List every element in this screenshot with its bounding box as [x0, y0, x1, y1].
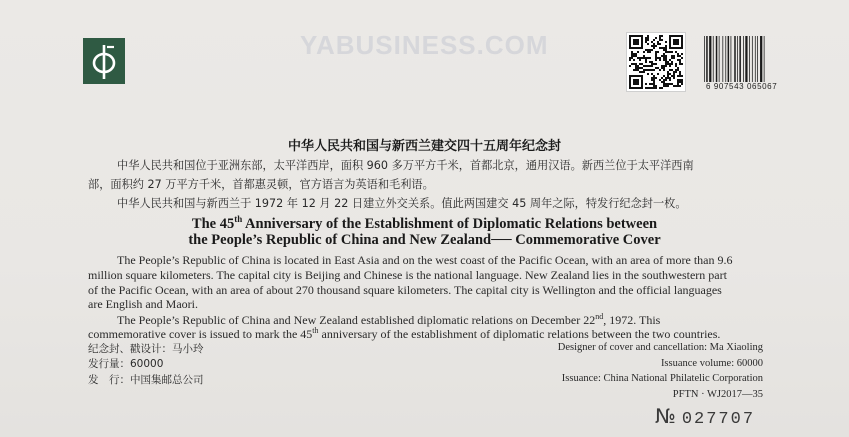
chinese-paragraph-line: 部，面积约 27 万平方千米，首都惠灵顿，官方语言为英语和毛利语。	[88, 178, 434, 191]
english-paragraph-line	[88, 326, 720, 342]
english-paragraph-line: of the Pacific Ocean, with an area of about 270 thousand square kilometers. The capital city is Wellington and the official languages	[88, 283, 722, 297]
paragraph-text: commemorative cover is issued to mark the 45	[88, 327, 313, 341]
paragraph-text: anniversary of the establishment of diplomatic relations between the two countries.	[318, 327, 721, 341]
english-credit-issuer: Issuance: China National Philatelic Corporation	[561, 373, 763, 384]
serial-number	[655, 404, 755, 429]
chinese-paragraph-line: 中华人民共和国与新西兰于 1972 年 12 月 22 日建立外交关系。值此两国建交 45 周年之际，特发行纪念封一枚。	[117, 197, 687, 210]
ordinal-suffix: nd	[595, 312, 604, 321]
english-title-line-1	[0, 214, 849, 233]
phi-5-logo-icon	[83, 38, 125, 84]
pftn-code: PFTN · WJ2017—35	[672, 389, 763, 400]
paragraph-text: The People’s Republic of China and New Zealand established diplomatic relations on December 22	[117, 313, 596, 327]
title-text: Anniversary of the Establishment of Diplomatic Relations between	[242, 215, 658, 232]
barcode-number: 6 907543 065067	[706, 82, 778, 91]
barcode-icon	[703, 36, 771, 82]
chinese-credit-issuer: 发 行：中国集邮总公司	[88, 374, 204, 386]
english-paragraph-line: The People’s Republic of China is located in East Asia and on the west coast of the Pacific Ocean, with an area of more than 9.6	[117, 253, 733, 267]
watermark-text: YABUSINESS.COM	[300, 30, 549, 60]
ordinal-suffix: th	[312, 326, 319, 335]
title-ordinal-suffix: th	[234, 214, 243, 224]
qr-code-icon	[626, 32, 686, 92]
paragraph-text: , 1972. This	[603, 313, 661, 327]
numero-symbol: №	[655, 404, 676, 428]
english-paragraph-line: are English and Maori.	[88, 297, 198, 311]
chinese-credit-designer: 纪念封、戳设计：马小玲	[88, 343, 204, 355]
chinese-paragraph-line: 中华人民共和国位于亚洲东部，太平洋西岸，面积 960 多万平方千米，首都北京，通用汉语。新西兰位于太平洋西南	[117, 159, 694, 172]
title-text: The 45	[191, 215, 235, 232]
chinese-credit-volume: 发行量：60000	[88, 358, 164, 370]
english-credit-designer: Designer of cover and cancellation: Ma Xiaoling	[557, 342, 763, 353]
english-title-line-2: the People’s Republic of China and New Zealand── Commemorative Cover	[188, 232, 661, 248]
english-credit-volume: Issuance volume: 60000	[660, 358, 763, 369]
chinese-title: 中华人民共和国与新西兰建交四十五周年纪念封	[287, 139, 561, 154]
serial-number-value: 027707	[681, 410, 756, 429]
english-paragraph-line: million square kilometers. The capital city is Beijing and Chinese is the national language. New Zealand lies in the southwestern part	[88, 268, 727, 282]
